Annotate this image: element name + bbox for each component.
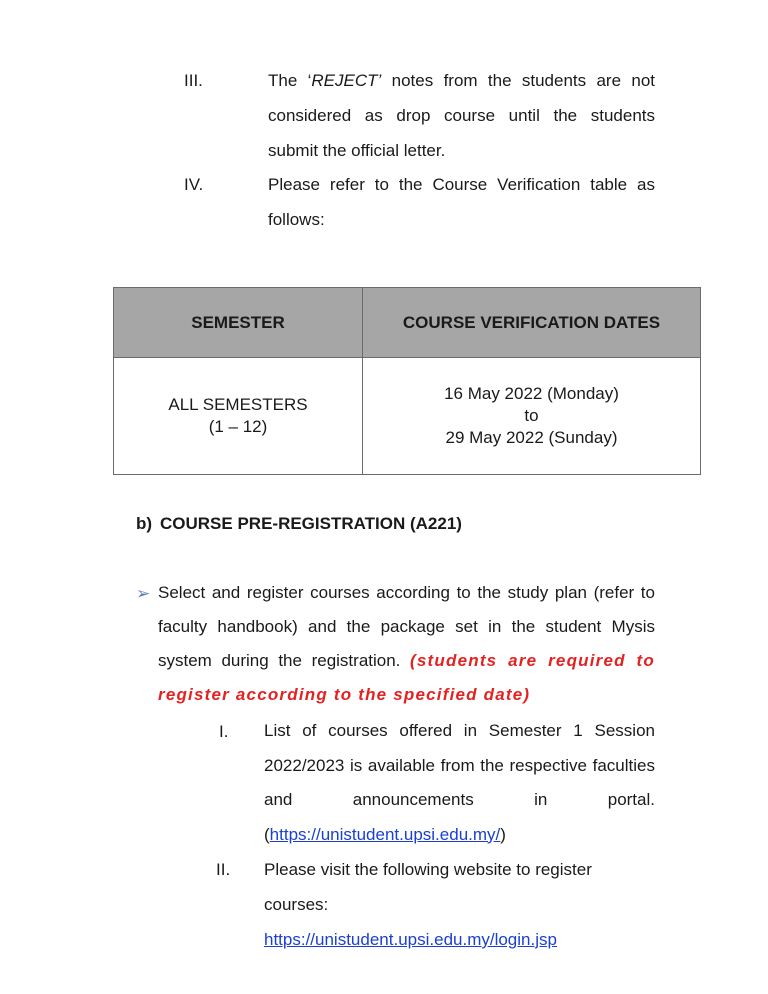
table-header-semester: SEMESTER [114, 288, 363, 358]
arrow-bullet-icon: ➢ [136, 584, 151, 603]
list-item-i-text: List of courses offered in Semester 1 Session 2022/2023 is available from the respective faculties and announcements in portal. (https://unistudent.upsi.edu.my/) [264, 721, 655, 844]
reject-emphasis: REJECT’ [311, 71, 382, 90]
table-cell-semester: ALL SEMESTERS (1 – 12) [114, 358, 363, 475]
unistudent-portal-link[interactable]: https://unistudent.upsi.edu.my/ [269, 824, 501, 844]
login-page-link[interactable]: https://unistudent.upsi.edu.my/login.jsp [264, 930, 557, 949]
table-cell-dates: 16 May 2022 (Monday) to 29 May 2022 (Sunday) [363, 358, 701, 475]
list-number-i: I. [219, 722, 229, 741]
bullet-paragraph: Select and register courses according to the study plan (refer to faculty handbook) and the package set in the student Mysis system during the registration. (students are required to register according to the specified date) [158, 583, 655, 704]
list-item-ii-text: Please visit the following website to register courses: https://unistudent.upsi.edu.my/login.jsp [264, 860, 592, 949]
section-title: COURSE PRE-REGISTRATION (A221) [160, 514, 462, 533]
list-number-ii: II. [216, 860, 231, 879]
course-verification-table [113, 287, 701, 475]
section-b-heading [136, 513, 462, 535]
section-number: b) [136, 514, 153, 533]
table-header-row [114, 288, 701, 358]
list-number-iii: III. [184, 71, 203, 90]
list-number-iv: IV. [184, 175, 204, 194]
list-item-iii-text: The ‘REJECT’ notes from the students are not considered as drop course until the students submit the official letter. [268, 71, 655, 160]
table-header-dates: COURSE VERIFICATION DATES [363, 288, 701, 358]
table-row [114, 358, 701, 475]
list-item-iv-text: Please refer to the Course Verification table as follows: [268, 175, 655, 229]
required-date-emphasis: (students are required to register according to the specified date) [158, 651, 655, 704]
